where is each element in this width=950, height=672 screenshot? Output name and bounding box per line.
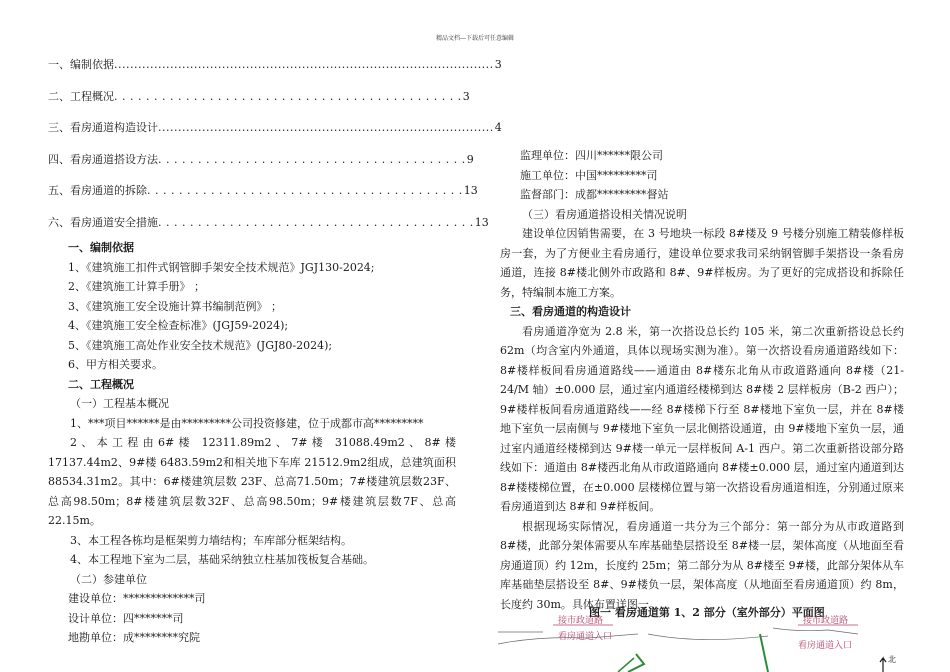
section-overview [48,375,456,648]
toc-entry[interactable] [48,181,478,213]
subsection-heading: （三）看房通道搭设相关情况说明 [522,207,687,221]
toc-leader: .................................................................................... [158,121,494,134]
left-column [48,55,502,648]
section-heading: 一、编制依据 [68,241,134,254]
toc-entry[interactable] [48,118,502,150]
figure-caption: 图一 看房通道第 1、2 部分（室外部分）平面图 [589,606,825,619]
section-heading: 三、看房通道的构造设计 [510,305,631,318]
participant-unit: 设计单位：四*******司 [68,611,184,625]
passage-segment [628,654,644,672]
participant-unit: 施工单位：中国*********司 [520,168,658,182]
paragraph: 3、本工程各栋均是框架剪力墙结构；车库部分框架结构。 [70,533,352,547]
participant-unit: 建设单位：*************司 [68,592,206,605]
entrance-label-left: 看房通道入口 [558,632,613,642]
toc-title: 三、看房通道构造设计 [48,121,158,134]
toc-title: 一、编制依据 [48,58,114,71]
paragraph: 2、本工程由6#楼 12311.89m2、7#楼 31088.49m2、8#楼 17137.44m2、9#楼 6483.59m2和相关地下车库 21512.9m2组成，总建筑面积88534.31m2。其中：6#楼建筑层数 23F、总高71.50m；7#楼建筑层数23F、总高98.50m；8#楼建筑层数32F、总高98.50m；9#楼建筑层数7F、总高22.15m。 [48,436,456,527]
section-basis [48,238,456,375]
toc-title: 五、看房通道的拆除 [48,184,147,197]
subsection-heading: （一）工程基本概况 [70,397,169,410]
toc-page-number: 9 [466,152,474,166]
toc-leader: . . . . . . . . . . . . . . . . . . . . . . . . . . . . . . . . . . . . . . . . . . . . [114,89,462,103]
toc-entry[interactable] [48,150,474,182]
participant-unit: 监督部门：成都*********督站 [520,188,669,201]
paragraph: 4、本工程地下室为二层，基础采纳独立柱基加筏板复合基础。 [70,553,374,566]
basis-item: 1、《建筑施工扣件式钢管脚手架安全技术规范》JGJ130-2024; [68,260,375,274]
toc-page-number: 3 [462,89,470,103]
participant-unit: 地勘单位：成********究院 [68,631,200,644]
road-label-right: 接市政道路 [803,616,849,626]
toc-title: 四、看房通道搭设方法 [48,152,158,166]
road-label-left: 接市政道路 [558,616,604,626]
toc-leader: . . . . . . . . . . . . . . . . . . . . . . . . . . . . . . . . . . . . . . . . [158,215,474,229]
page-header: 精品文档---下载后可任意编辑 [435,35,515,42]
passage-segment [760,634,768,672]
table-of-contents [48,55,502,244]
entrance-label-right: 看房通道入口 [798,641,853,651]
section-heading: 二、工程概况 [68,377,134,391]
participant-unit: 监理单位：四川******限公司 [520,149,663,162]
toc-title: 六、看房通道安全措施 [48,215,158,229]
paragraph: 根据现场实际情况，看房通道一共分为三个部分：第一部分为从市政道路到 8#楼，此部分架体需要从车库基础垫层搭设至 8#楼一层，架体高度（从地面至看房通道顶）约 12m，长度约 25m；第二部分为从 8#楼至 9#楼，此部分架体从车库基础垫层搭设至 8#、9#楼负一层，架体高度（从地面至看房通道顶）约 8m，长度约 30m。具体布置详图一。 [500,519,904,611]
toc-leader: . . . . . . . . . . . . . . . . . . . . . . . . . . . . . . . . . . . . . . . [158,152,466,166]
toc-page-number: 4 [494,121,502,134]
north-arrow-icon [880,658,886,672]
road-curve [648,634,768,640]
basis-item: 4、《建筑施工安全检查标准》(JGJ59-2024); [68,319,289,332]
road-curve [773,628,858,634]
paragraph: 1、***项目******是由*********公司投资修建，位于成都市高********* [70,416,424,430]
basis-item: 2、《建筑施工计算手册》 ； [68,280,205,293]
toc-leader: ............................................................................................... [114,58,494,71]
toc-leader: . . . . . . . . . . . . . . . . . . . . . . . . . . . . . . . . . . . . . . . . [147,184,463,197]
toc-page-number: 13 [474,215,489,229]
paragraph: 看房通道净宽为 2.8 米，第一次搭设总长约 105 米，第二次重新搭设总长约 62m（均含室内外通道，具体以现场实测为准）。第一次搭设看房通道路线如下：8#楼样板间看房通道路线——通道由 8#楼东北角从市政道路通向 8#楼（21-24/M 轴）±0.000 层，通过室内通道经楼梯到达 8#楼 2 层样板房（B-2 西户）；9#楼样板间看房通道路线——经 8#楼梯下行至 8#楼地下室负一层，并在 8#楼地下室负一层南侧与 9#楼地下室负一层北侧搭设通道，由 9#楼地下室负一层，通过室内通道经楼梯到达 9#楼一单元一层样板间 A-1 西户。第二次重新搭设部分路线如下：通道由 8#楼西北角从市政道路通向 8#楼±0.000 层，通过室内通道到达 8#楼楼梯位置，在±0.000 层楼梯位置与第一次搭设看房通道相连，分别通过原来看房通道到达 8#和 9#样板间。 [500,324,904,513]
right-column [500,146,904,614]
site-plan-figure [498,614,908,672]
subsection-heading: （二）参建单位 [70,572,147,586]
toc-entry[interactable] [48,55,502,87]
basis-item: 6、甲方相关要求。 [68,358,163,371]
toc-title: 二、工程概况 [48,89,114,103]
toc-entry[interactable] [48,87,470,119]
toc-page-number: 3 [494,58,502,71]
basis-item: 3、《建筑施工安全设施计算书编制范例》 ； [68,299,282,313]
basis-item: 5、《建筑施工高处作业安全技术规范》(JGJ80-2024); [68,338,333,352]
toc-page-number: 13 [463,184,478,197]
north-arrow-label: 北 [888,655,896,664]
paragraph: 建设单位因销售需要，在 3 号地块一标段 8#楼及 9 号楼分别施工精装修样板房一套，为了方便业主看房通行，建设单位要求我司采纳钢管脚手架搭设一条看房通道，连接 8#楼北侧外市政路和 8#、9#样板房。为了更好的完成搭设和拆除任务，特编制本施工方案。 [500,227,904,299]
